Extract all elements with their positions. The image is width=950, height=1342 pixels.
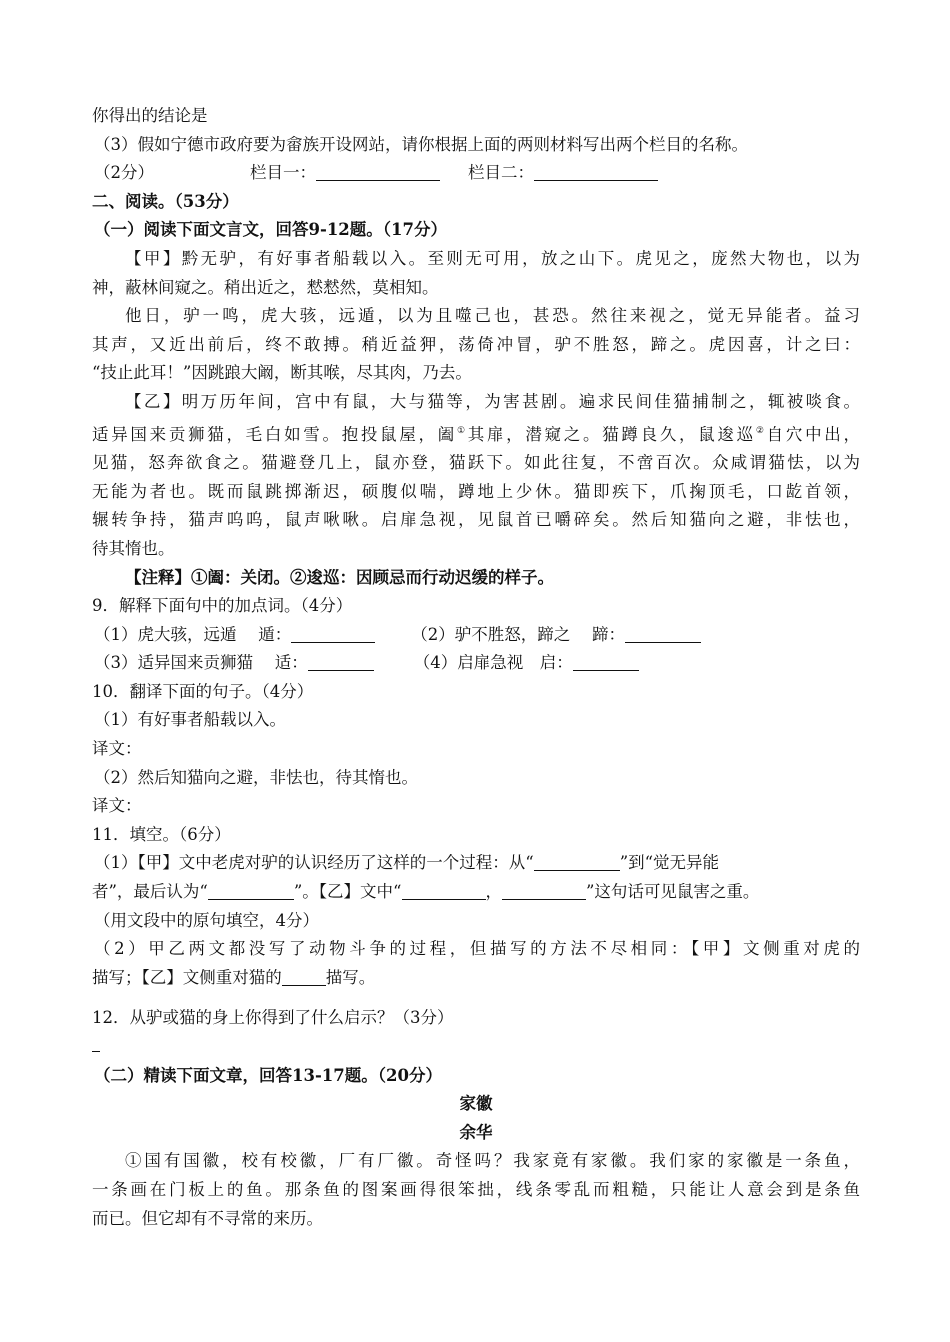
- column-two-label: 栏目二：: [468, 163, 534, 183]
- article-paragraph-line: ①国有国徽，校有校徽，厂有厂徽。奇怪吗？我家竟有家徽。我们家的家徽是一条鱼，: [125, 1151, 860, 1171]
- question-3-columns: [92, 159, 860, 188]
- question-9-row: [92, 621, 860, 650]
- answer-blank[interactable]: [308, 652, 374, 671]
- answer-dash: [92, 1035, 100, 1052]
- question-9: 9．解释下面句中的加点词。（4分）: [92, 596, 353, 616]
- annotation-note: 【注释】①阖：关闭。②逡巡：因顾忌而行动迟缓的样子。: [125, 567, 554, 587]
- answer-blank[interactable]: [573, 652, 639, 671]
- question-9-3: （3）适异国来贡狮猫 适：: [94, 653, 308, 673]
- points: （2分）: [94, 163, 154, 183]
- question-10: 10．翻译下面的句子。（4分）: [92, 681, 314, 701]
- answer-blank[interactable]: [208, 881, 294, 900]
- passage-yi-line: 【乙】明万历年间，宫中有鼠，大与猫等，为害甚剧。遍求民间佳猫捕制之，辄被啖食。: [125, 391, 860, 411]
- text-segment: ，: [485, 882, 502, 902]
- question-3-line: （3）假如宁德市政府要为畲族开设网站，请你根据上面的两则材料写出两个栏目的名称。: [94, 134, 748, 154]
- passage-yi-line: 待其惰也。: [92, 538, 175, 558]
- question-10-2: （2）然后知猫向之避，非怯也，待其惰也。: [94, 767, 418, 787]
- footnote-mark: ②: [755, 425, 767, 436]
- footnote-mark: ①: [456, 425, 468, 436]
- answer-space[interactable]: [92, 1033, 860, 1062]
- question-11-note: （用文段中的原句填空，4分）: [94, 910, 319, 930]
- article-author: 余华: [459, 1122, 493, 1142]
- passage-jia-line: 【甲】黔无驴，有好事者船载以入。至则无可用，放之山下。虎见之，庞然大物也，以为: [125, 248, 860, 268]
- question-12: 12．从驴或猫的身上你得到了什么启示？（3分）: [92, 1008, 454, 1028]
- text-segment: 描写；【乙】文侧重对猫的: [92, 967, 282, 987]
- article-paragraph-line: 一条画在门板上的鱼。那条鱼的图案画得很笨拙，线条零乱而粗糙，只能让人意会到是条鱼: [92, 1179, 860, 1199]
- passage-yi-line: 辗转争持，猫声呜呜，鼠声啾啾。启扉急视，见鼠首已嚼碎矣。然后知猫向之避，非怯也，: [92, 510, 860, 530]
- answer-blank[interactable]: [402, 881, 486, 900]
- text-segment: 描写。: [325, 967, 376, 987]
- text-segment: ”这句话可见鼠害之重。: [586, 882, 760, 902]
- text-segment: 者”，最后认为“: [92, 882, 208, 902]
- passage-jia-line: 神，蔽林间窥之。稍出近之，慭慭然，莫相知。: [92, 277, 439, 297]
- text-segment: ”到“觉无异能: [619, 853, 720, 873]
- question-11-1-cont: [92, 878, 860, 907]
- text-segment: （1）【甲】文中老虎对驴的认识经历了这样的一个过程：从“: [94, 853, 534, 873]
- question-9-row: [92, 649, 860, 678]
- question-11-2-cont: [92, 964, 860, 993]
- passage-yi-line: [92, 417, 860, 450]
- passage-yi-line: 无能为者也。既而鼠跳掷渐迟，硕腹似喘，蹲地上少休。猫即疾下，爪掬顶毛，口龁首领，: [92, 481, 860, 501]
- question-11: 11．填空。（6分）: [92, 824, 231, 844]
- translation-label: 译文：: [92, 796, 142, 816]
- text-segment: 适异国来贡狮猫，毛白如雪。抱投鼠屋，阖: [92, 424, 457, 444]
- column-two-blank[interactable]: [534, 162, 658, 181]
- text-segment: 自穴中出，: [766, 424, 860, 444]
- answer-blank[interactable]: [502, 881, 586, 900]
- question-9-1: （1）虎大骇，远遁 遁：: [94, 624, 292, 644]
- answer-blank[interactable]: [291, 624, 375, 643]
- answer-blank[interactable]: [625, 624, 701, 643]
- answer-blank[interactable]: [282, 967, 326, 986]
- exam-page: [92, 102, 860, 1233]
- answer-blank[interactable]: [534, 852, 620, 871]
- question-9-2: （2）驴不胜怒，蹄之 蹄：: [411, 624, 625, 644]
- article-paragraph-line: 而已。但它却有不寻常的来历。: [92, 1208, 323, 1228]
- question-10-1: （1）有好事者船载以入。: [94, 710, 286, 730]
- text-segment: ”。【乙】文中“: [293, 882, 402, 902]
- section-2-heading: 二、阅读。（53分）: [92, 191, 239, 211]
- part-1-heading: （一）阅读下面文言文，回答9-12题。（17分）: [94, 220, 448, 240]
- conclusion-line: 你得出的结论是: [92, 106, 208, 125]
- article-title: 家徽: [459, 1094, 493, 1114]
- passage-jia-line: “技止此耳！”因跳踉大阚，断其喉，尽其肉，乃去。: [92, 363, 472, 383]
- passage-yi-line: 见猫，怒奔欲食之。猫避登几上，鼠亦登，猫跃下。如此往复，不啻百次。众咸谓猫怯，以为: [92, 453, 860, 473]
- passage-jia-line: 其声，又近出前后，终不敢搏。稍近益狎，荡倚冲冒，驴不胜怒，蹄之。虎因喜，计之曰：: [92, 334, 860, 354]
- column-one-blank[interactable]: [316, 162, 440, 181]
- translation-label: 译文：: [92, 739, 142, 759]
- passage-jia-line: 他日，驴一鸣，虎大骇，远遁，以为且噬己也，甚恐。然往来视之，觉无异能者。益习: [125, 306, 860, 326]
- text-segment: 其扉，潜窥之。猫蹲良久，鼠逡巡: [467, 424, 756, 444]
- question-11-1: [92, 849, 860, 878]
- question-9-4: （4）启扉急视 启：: [413, 653, 573, 673]
- part-2-heading: （二）精读下面文章，回答13-17题。（20分）: [94, 1065, 442, 1085]
- column-one-label: 栏目一：: [250, 163, 316, 183]
- question-11-2: （2）甲乙两文都没写了动物斗争的过程，但描写的方法不尽相同：【甲】文侧重对虎的: [94, 939, 860, 959]
